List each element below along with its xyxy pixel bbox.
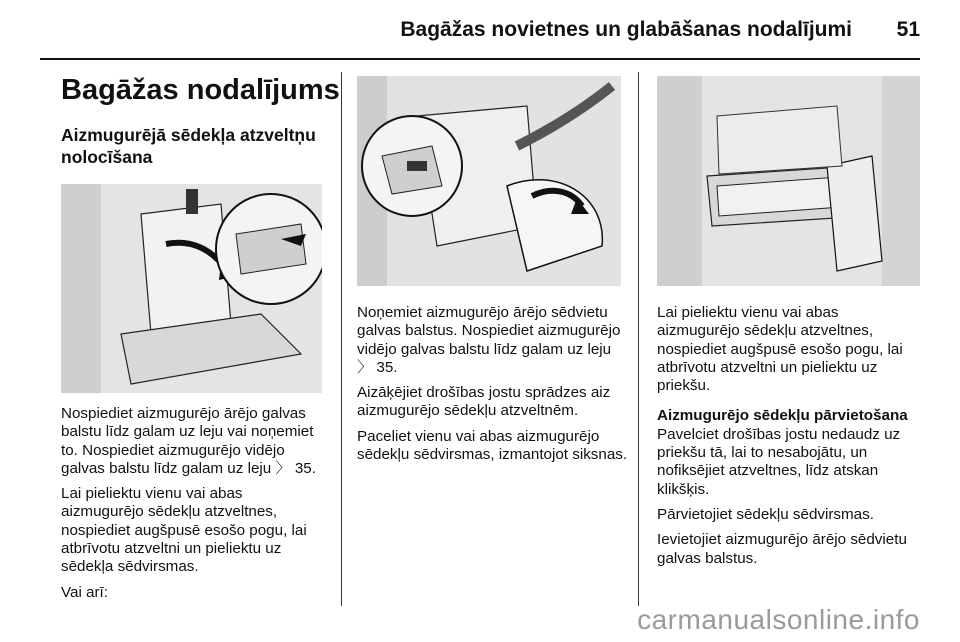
- col2-text: [357, 304, 629, 471]
- illustration-raise-cushion: [357, 76, 621, 286]
- col3-paragraph-1: Lai pieliektu vienu vai abas aizmugurējo sēdekļu atzveltnes, nospiediet augšpusē esošo pogu, lai atbrīvotu atzveltni un pieliektu uz priekšu.: [657, 304, 903, 395]
- col3-paragraph-3: Pārvietojiet sēdekļu sēdvirsmas.: [657, 505, 874, 523]
- header-rule: [40, 58, 920, 60]
- illustration-fold-backrest: [61, 184, 322, 393]
- col2-paragraph-2: Aizāķējiet drošības jostu sprādzes aiz aizmugurējo sēdekļu atzveltnēm.: [357, 384, 611, 420]
- col1-paragraph-2: Lai pieliektu vienu vai abas aizmugurējo sēdekļu atzveltnes, nospiediet augšpusē esošo pogu, lai atbrīvotu atzveltni un pieliektu uz sēdekļa sēdvirsmas.: [61, 485, 307, 576]
- col2-paragraph-1: Noņemiet aizmugurējo ārējo sēdvietu galvas balstus. Nospiediet aizmugurējo vidējo galvas balstu līdz galam uz leju 〉 35.: [357, 304, 621, 376]
- col1-paragraph-1: Nospiediet aizmugurējo ārējo galvas balstu līdz galam uz leju vai noņemiet to. Nospiediet aizmugurējo vidējo galvas balstu līdz galam uz leju 〉 35.: [61, 405, 316, 477]
- header-title: Bagāžas novietnes un glabāšanas nodalījumi: [400, 18, 852, 41]
- col2-paragraph-3: Paceliet vienu vai abas aizmugurējo sēdekļu sēdvirsmas, izmantojot siksnas.: [357, 427, 628, 464]
- subsection-title: Aizmugurējā sēdekļa atzveltņu nolocīšana: [61, 125, 316, 167]
- column-divider-right: [638, 72, 639, 606]
- col3-paragraph-4: Ievietojiet aizmugurējo ārējo sēdvietu galvas balstus.: [657, 531, 907, 567]
- col3-paragraph-2: Pavelciet drošības jostu nedaudz uz priekšu tā, lai to nesabojātu, un nofiksējiet atzveltnes, līdz atskan klikšķis.: [657, 425, 901, 498]
- illustration-seat-folded: [657, 76, 920, 286]
- col3-text: [657, 304, 923, 575]
- col1-text: [61, 405, 329, 609]
- col3-subheading: Aizmugurējo sēdekļu pārvietošana: [657, 407, 908, 425]
- column-divider-left: [341, 72, 342, 606]
- page-number: 51: [896, 18, 920, 41]
- section-title: Bagāžas nodalījums: [61, 74, 340, 106]
- col1-paragraph-3: Vai arī:: [61, 583, 108, 601]
- watermark: carmanualsonline.info: [637, 604, 920, 635]
